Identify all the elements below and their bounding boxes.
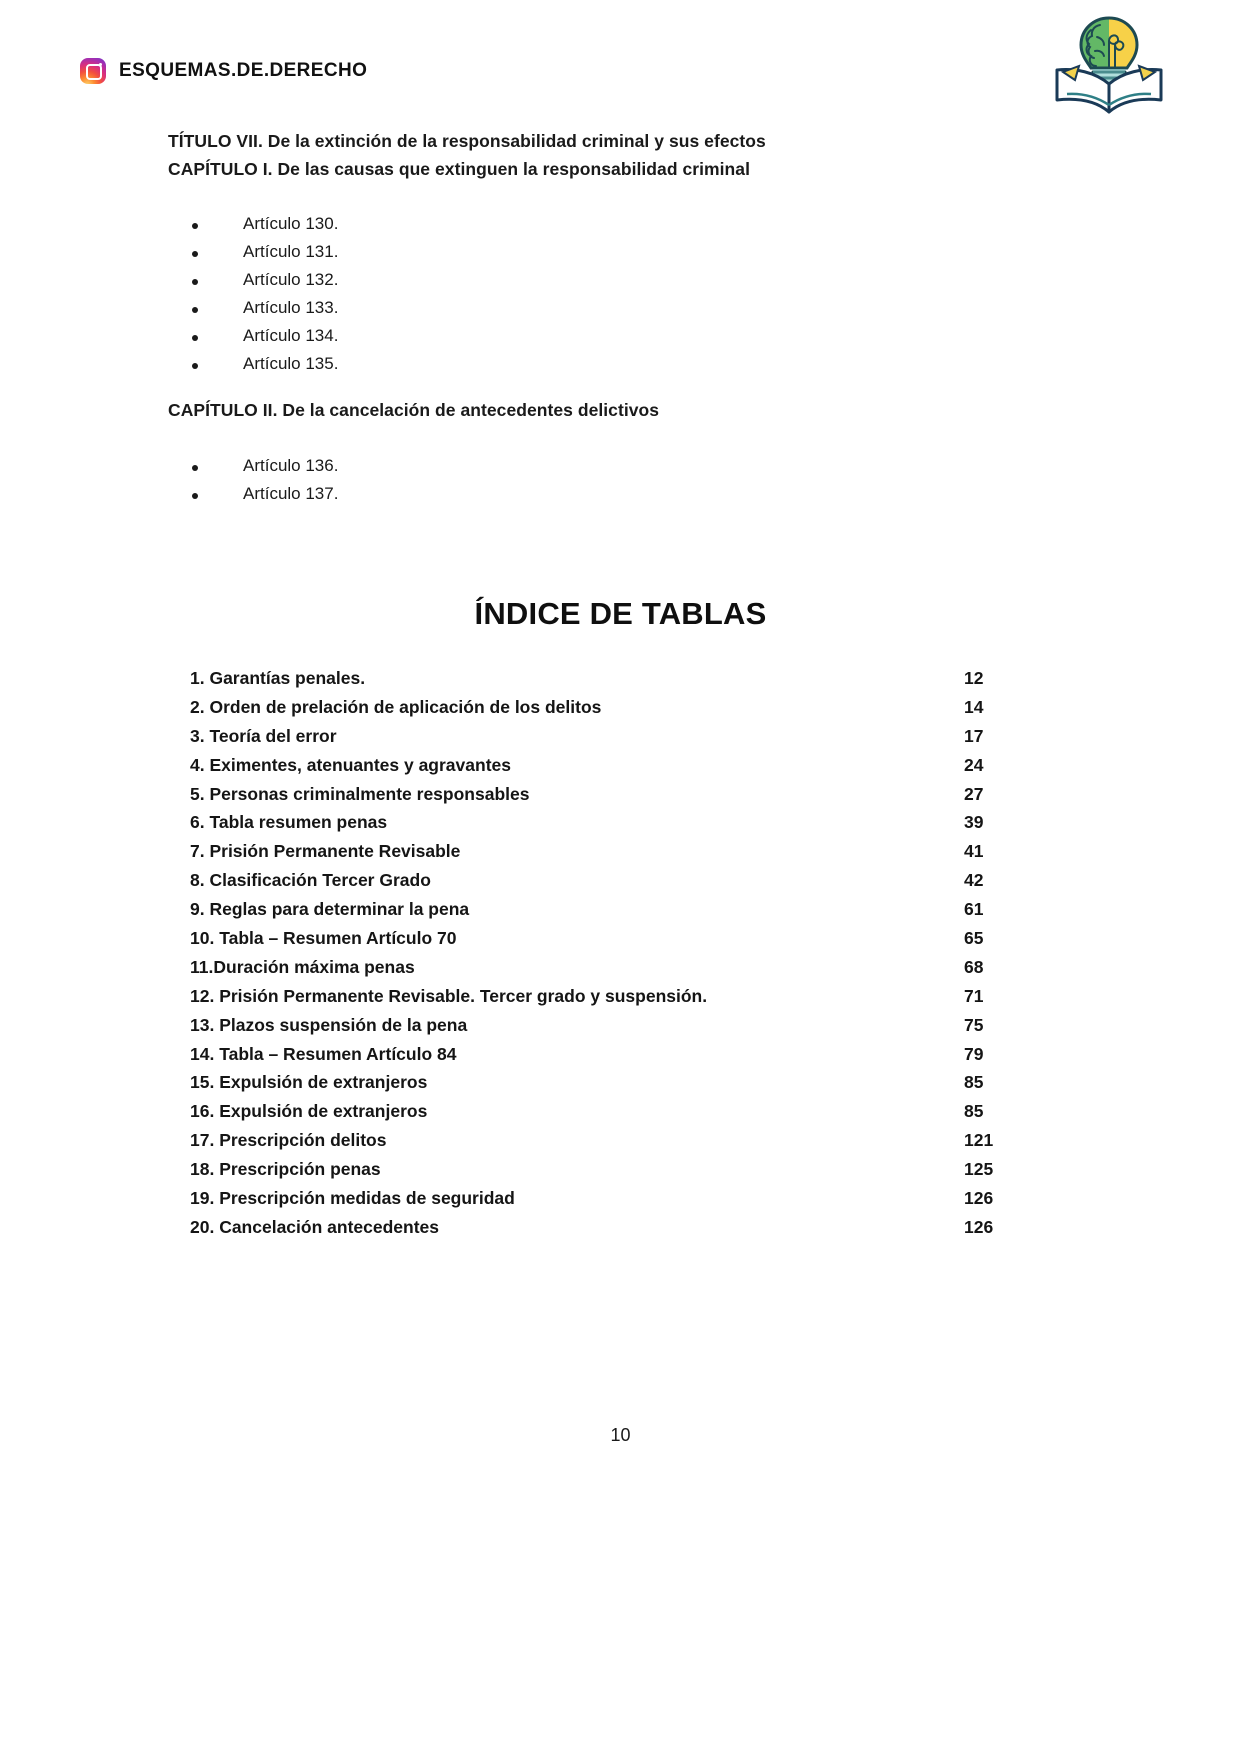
table-row[interactable] <box>190 957 1040 986</box>
table-row[interactable] <box>190 1130 1040 1159</box>
table-row[interactable] <box>190 1015 1040 1044</box>
article-label: Artículo 136. <box>243 456 339 475</box>
list-item[interactable] <box>168 238 338 266</box>
table-entry-page: 126 <box>964 1216 994 1237</box>
table-entry-page: 17 <box>964 725 984 746</box>
table-entry-title: 6. Tabla resumen penas <box>190 812 388 833</box>
table-entry-title: 13. Plazos suspensión de la pena <box>190 1014 468 1035</box>
table-row[interactable] <box>190 1101 1040 1130</box>
list-item[interactable] <box>168 210 338 238</box>
list-item[interactable] <box>168 480 338 508</box>
table-entry-page: 61 <box>964 899 984 920</box>
table-row[interactable] <box>190 1188 1040 1217</box>
table-entry-title: 4. Eximentes, atenuantes y agravantes <box>190 754 511 775</box>
table-entry-title: 2. Orden de prelación de aplicación de los delitos <box>190 696 602 717</box>
footer-page-number: 10 <box>610 1425 631 1445</box>
table-entry-page: 12 <box>964 668 984 688</box>
table-entry-title: 14. Tabla – Resumen Artículo 84 <box>190 1043 457 1064</box>
table-entry-title: 1. Garantías penales. <box>190 668 366 688</box>
brand-handle-label: ESQUEMAS.DE.DERECHO <box>119 60 368 81</box>
table-row[interactable] <box>190 697 1040 726</box>
table-row[interactable] <box>190 755 1040 784</box>
table-entry-page: 121 <box>964 1130 994 1151</box>
outline-capitulo-i: CAPÍTULO I. De las causas que extinguen la responsabilidad criminal <box>168 159 750 179</box>
instagram-brand <box>80 58 367 84</box>
table-row[interactable] <box>190 812 1040 841</box>
list-item[interactable] <box>168 266 338 294</box>
table-entry-page: 85 <box>964 1072 984 1093</box>
table-entry-title: 3. Teoría del error <box>190 725 337 746</box>
table-entry-title: 17. Prescripción delitos <box>190 1130 387 1151</box>
table-row[interactable] <box>190 1217 1040 1246</box>
table-row[interactable] <box>190 899 1040 928</box>
index-of-tables-list <box>190 668 1040 1246</box>
table-entry-title: 10. Tabla – Resumen Artículo 70 <box>190 928 457 949</box>
page-header <box>0 0 1241 130</box>
table-entry-page: 65 <box>964 928 984 949</box>
outline-capitulo-ii: CAPÍTULO II. De la cancelación de antecedentes delictivos <box>168 400 660 420</box>
table-entry-page: 85 <box>964 1101 984 1122</box>
list-item[interactable] <box>168 350 338 378</box>
table-entry-title: 7. Prisión Permanente Revisable <box>190 841 461 862</box>
article-label: Artículo 133. <box>243 298 339 317</box>
table-entry-title: 11.Duración máxima penas <box>190 956 415 977</box>
table-entry-title: 19. Prescripción medidas de seguridad <box>190 1188 515 1209</box>
article-label: Artículo 131. <box>243 242 339 261</box>
brain-lightbulb-book-logo-icon <box>1045 8 1173 116</box>
list-item[interactable] <box>168 322 338 350</box>
table-entry-title: 9. Reglas para determinar la pena <box>190 899 470 920</box>
table-entry-page: 42 <box>964 870 984 891</box>
capitulo-ii-article-list <box>168 452 338 508</box>
table-row[interactable] <box>190 986 1040 1015</box>
list-item[interactable] <box>168 452 338 480</box>
table-entry-page: 125 <box>964 1159 994 1180</box>
table-entry-page: 79 <box>964 1043 984 1064</box>
article-label: Artículo 134. <box>243 326 339 345</box>
article-label: Artículo 130. <box>243 214 339 233</box>
table-row[interactable] <box>190 1072 1040 1101</box>
table-row[interactable] <box>190 668 1040 697</box>
table-entry-page: 75 <box>964 1014 984 1035</box>
table-entry-title: 16. Expulsión de extranjeros <box>190 1101 428 1122</box>
table-row[interactable] <box>190 1159 1040 1188</box>
table-entry-page: 126 <box>964 1188 994 1209</box>
article-label: Artículo 137. <box>243 484 339 503</box>
page-title: ÍNDICE DE TABLAS <box>474 596 767 631</box>
table-entry-page: 71 <box>964 985 984 1006</box>
article-label: Artículo 135. <box>243 354 339 373</box>
table-entry-title: 5. Personas criminalmente responsables <box>190 783 530 804</box>
table-entry-title: 18. Prescripción penas <box>190 1159 381 1180</box>
table-entry-page: 41 <box>964 841 984 862</box>
instagram-icon <box>80 58 106 84</box>
table-entry-title: 12. Prisión Permanente Revisable. Tercer grado y suspensión. <box>190 985 708 1006</box>
table-row[interactable] <box>190 1044 1040 1073</box>
table-entry-page: 14 <box>964 696 984 717</box>
table-entry-title: 8. Clasificación Tercer Grado <box>190 870 431 891</box>
table-row[interactable] <box>190 870 1040 899</box>
outline-titulo-vii: TÍTULO VII. De la extinción de la responsabilidad criminal y sus efectos <box>168 131 766 151</box>
table-entry-title: 20. Cancelación antecedentes <box>190 1216 439 1237</box>
table-row[interactable] <box>190 726 1040 755</box>
capitulo-i-article-list <box>168 210 338 378</box>
table-entry-page: 39 <box>964 812 984 833</box>
list-item[interactable] <box>168 294 338 322</box>
table-row[interactable] <box>190 784 1040 813</box>
table-entry-title: 15. Expulsión de extranjeros <box>190 1072 428 1093</box>
table-entry-page: 24 <box>964 754 984 775</box>
table-row[interactable] <box>190 841 1040 870</box>
table-entry-page: 68 <box>964 956 984 977</box>
table-row[interactable] <box>190 928 1040 957</box>
table-entry-page: 27 <box>964 783 984 804</box>
article-label: Artículo 132. <box>243 270 339 289</box>
